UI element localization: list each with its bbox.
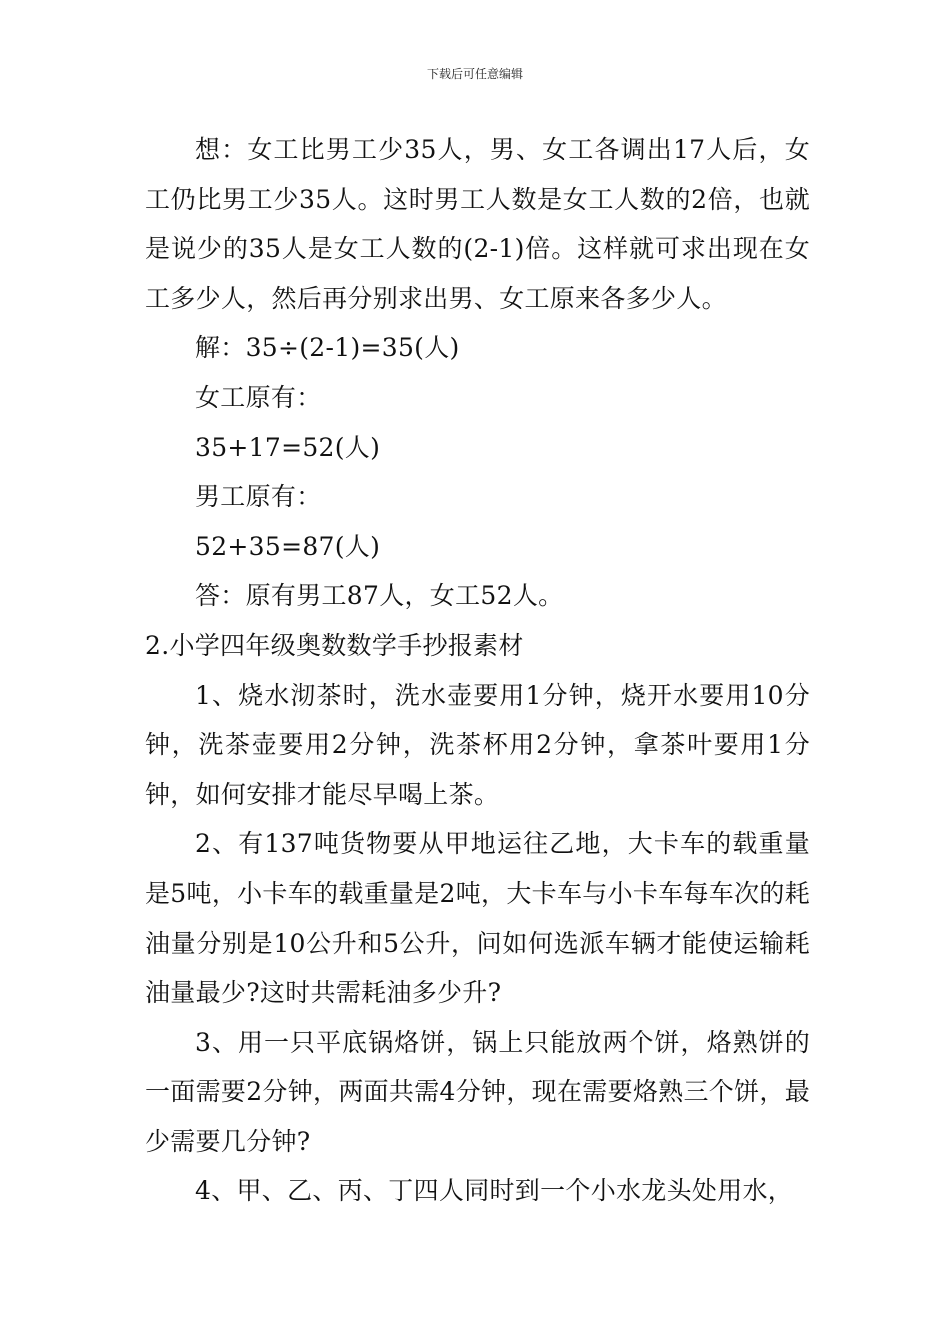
female-calculation: 35+17=52(人) <box>195 432 381 462</box>
female-original-label: 女工原有： <box>195 382 322 412</box>
reasoning-paragraph: 想：女工比男工少35人，男、女工各调出17人后，女工仍比男工少35人。这时男工人数是女工人数的2倍，也就是说少的35人是女工人数的(2-1)倍。这样就可求出现在女工多少人，然后再分别求出男、女工原来各多少人。 <box>145 135 810 313</box>
answer-line: 答：原有男工87人，女工52人。 <box>195 581 564 611</box>
solution-line: 解：35÷(2-1)=35(人) <box>195 333 460 363</box>
page-header: 下载后可任意编辑 <box>426 67 523 81</box>
section-title: 2.小学四年级奥数数学手抄报素材 <box>145 630 524 660</box>
document-body <box>145 125 810 1216</box>
male-calculation: 52+35=87(人) <box>195 531 381 561</box>
problem-paragraph: 3、用一只平底锅烙饼，锅上只能放两个饼，烙熟饼的一面需要2分钟，两面共需4分钟，现在需要烙熟三个饼，最少需要几分钟? <box>145 1027 810 1156</box>
problem-paragraph: 4、甲、乙、丙、丁四人同时到一个小水龙头处用水， <box>195 1176 794 1206</box>
problem-paragraph: 1、烧水沏茶时，洗水壶要用1分钟，烧开水要用10分钟，洗茶壶要用2分钟，洗茶杯用2分钟，拿茶叶要用1分钟，如何安排才能尽早喝上茶。 <box>145 680 810 809</box>
problem-paragraph: 2、有137吨货物要从甲地运往乙地，大卡车的载重量是5吨，小卡车的载重量是2吨，大卡车与小卡车每车次的耗油量分别是10公升和5公升，问如何选派车辆才能使运输耗油量最少?这时共需耗油多少升? <box>145 829 810 1008</box>
male-original-label: 男工原有： <box>195 482 322 512</box>
